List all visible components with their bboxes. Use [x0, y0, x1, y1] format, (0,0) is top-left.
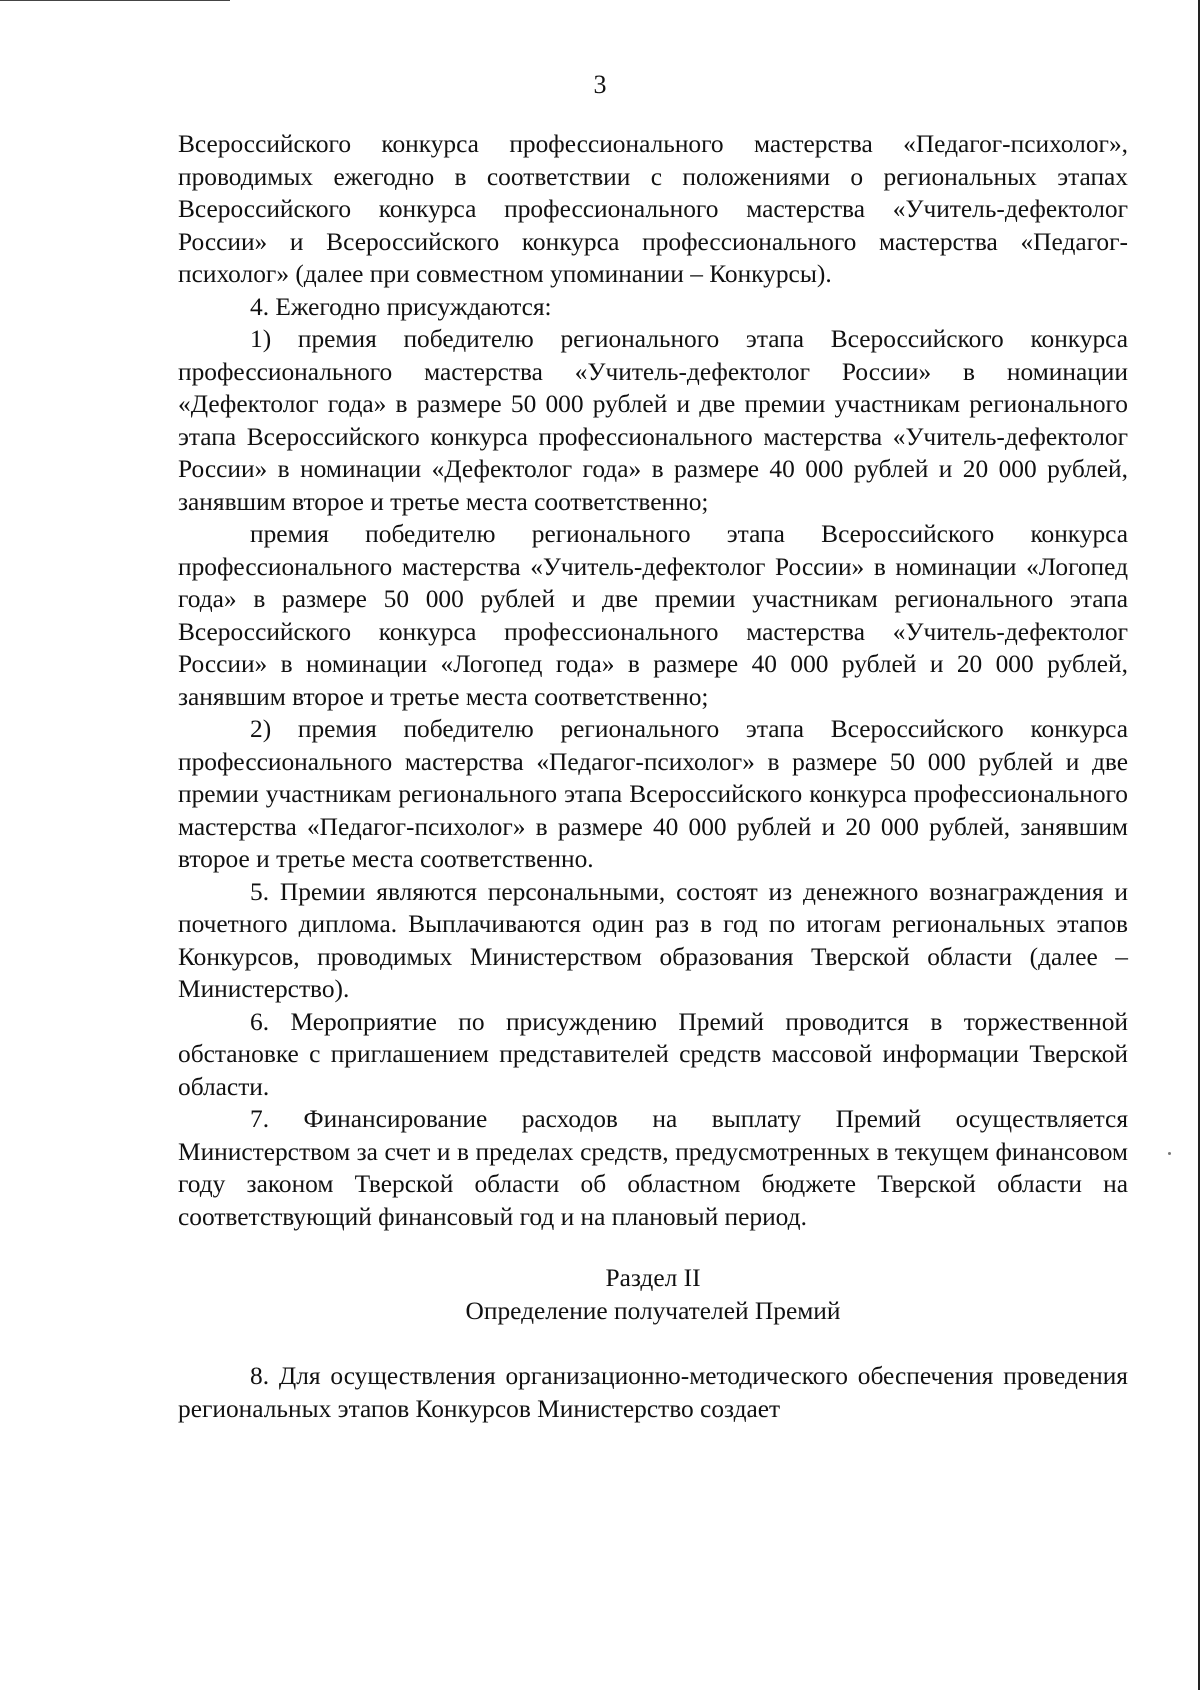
- paragraph-item-6: 6. Мероприятие по присуждению Премий проводится в торжественной обстановке с приглашением представителей средств массовой информации Тверской области.: [178, 1007, 1128, 1101]
- section-subtitle: Определение получателей Премий: [465, 1296, 841, 1325]
- paragraph-item-4-2: 2) премия победителю регионального этапа Всероссийского конкурса профессионального мастерства «Педагог-психолог» в размере 50 000 рублей и две премии участникам регионального этапа Всероссийского конкурса профессионального мастерства «Педагог-психолог» в размере 40 000 рублей и 20 000 рублей, занявшим второе и третье места соответственно.: [178, 715, 1128, 873]
- section-title: Раздел II: [605, 1264, 701, 1292]
- document-body: [178, 128, 1128, 1425]
- paragraph-item-4: 4. Ежегодно присуждаются:: [250, 292, 552, 321]
- scan-edge-top: [0, 0, 230, 1]
- paragraph-item-4-1: 1) премия победителю регионального этапа Всероссийского конкурса профессионального мастерства «Учитель-дефектолог России» в номинации «Дефектолог года» в размере 50 000 рублей и две премии участникам регионального этапа Всероссийского конкурса профессионального мастерства «Учитель-дефектолог России» в номинации «Дефектолог года» в размере 40 000 рублей и 20 000 рублей, занявшим второе и третье места соответственно;: [178, 325, 1128, 516]
- paragraph-item-8: 8. Для осуществления организационно-методического обеспечения проведения региональных этапов Конкурсов Министерство создает: [178, 1362, 1128, 1423]
- paragraph-item-7: 7. Финансирование расходов на выплату Премий осуществляется Министерством за счет и в пределах средств, предусмотренных в текущем финансовом году законом Тверской области об областном бюджете Тверской области на соответствующий финансовый год и на плановый период.: [178, 1105, 1128, 1231]
- paragraph-continuation: Всероссийского конкурса профессионального мастерства «Педагог-психолог», проводимых ежегодно в соответствии с положениями о региональных этапах Всероссийского конкурса профессионального мастерства «Учитель-дефектолог России» и Всероссийского конкурса профессионального мастерства «Педагог-психолог» (далее при совместном упоминании – Конкурсы).: [178, 130, 1128, 288]
- paragraph-item-5: 5. Премии являются персональными, состоят из денежного вознаграждения и почетного диплома. Выплачиваются один раз в год по итогам региональных этапов Конкурсов, проводимых Министерством образования Тверской области (далее – Министерство).: [178, 877, 1128, 1003]
- scan-speck: [1168, 1152, 1171, 1155]
- paragraph-item-4-1-logoped: премия победителю регионального этапа Всероссийского конкурса профессионального мастерства «Учитель-дефектолог России» в номинации «Логопед года» в размере 50 000 рублей и две премии участникам регионального этапа Всероссийского конкурса профессионального мастерства «Учитель-дефектолог России» в номинации «Логопед года» в размере 40 000 рублей и 20 000 рублей, занявшим второе и третье места соответственно;: [178, 520, 1128, 711]
- page-number: 3: [593, 70, 607, 99]
